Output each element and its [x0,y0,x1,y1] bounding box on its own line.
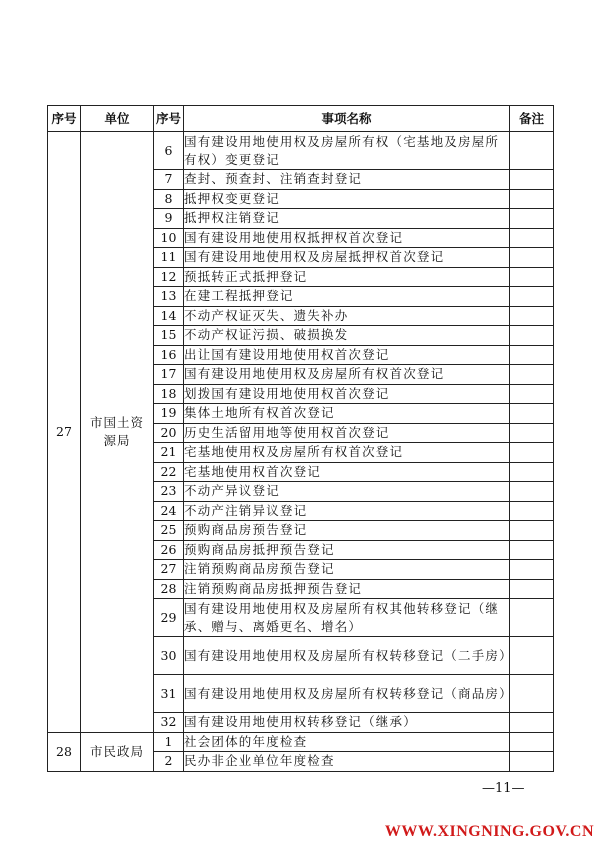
item-no-cell: 1 [154,732,184,752]
unit-name: 市民政局 [89,743,144,759]
item-remark-cell [510,287,554,307]
item-remark-cell [510,170,554,190]
item-name-cell: 出让国有建设用地使用权首次登记 [184,345,510,365]
item-remark-cell [510,209,554,229]
item-name-cell: 国有建设用地使用权及房屋所有权其他转移登记（继承、赠与、离婚更名、增名） [184,599,510,637]
item-remark-cell [510,443,554,463]
item-no-cell: 24 [154,501,184,521]
item-name-cell: 国有建设用地使用权及房屋所有权转移登记（二手房） [184,637,510,675]
item-no-cell: 8 [154,189,184,209]
footer-url: WWW.XINGNING.GOV.CN [384,823,594,840]
item-name-cell: 不动产异议登记 [184,482,510,502]
item-no-cell: 14 [154,306,184,326]
group-seq-cell: 27 [48,132,81,733]
item-name-cell: 预购商品房预告登记 [184,521,510,541]
item-no-cell: 27 [154,560,184,580]
item-remark-cell [510,713,554,733]
item-name-cell: 注销预购商品房抵押预告登记 [184,579,510,599]
table-row [48,132,554,170]
item-no-cell: 26 [154,540,184,560]
item-no-cell: 16 [154,345,184,365]
item-remark-cell [510,423,554,443]
item-no-cell: 31 [154,675,184,713]
item-remark-cell [510,579,554,599]
service-items-table [47,105,554,772]
item-no-cell: 9 [154,209,184,229]
item-remark-cell [510,267,554,287]
item-remark-cell [510,248,554,268]
item-name-cell: 宅基地使用权及房屋所有权首次登记 [184,443,510,463]
item-name-cell: 查封、预查封、注销查封登记 [184,170,510,190]
item-no-cell: 21 [154,443,184,463]
item-name-cell: 民办非企业单位年度检查 [184,752,510,772]
item-remark-cell [510,501,554,521]
item-remark-cell [510,752,554,772]
table-header-row [48,106,554,132]
item-remark-cell [510,482,554,502]
item-name-cell: 集体土地所有权首次登记 [184,404,510,424]
item-no-cell: 32 [154,713,184,733]
header-sub-seq: 序号 [154,106,184,132]
item-no-cell: 18 [154,384,184,404]
table-row [48,732,554,752]
item-remark-cell [510,637,554,675]
header-item-name: 事项名称 [184,106,510,132]
item-no-cell: 11 [154,248,184,268]
item-remark-cell [510,404,554,424]
item-no-cell: 25 [154,521,184,541]
item-no-cell: 22 [154,462,184,482]
table-body [48,132,554,772]
item-name-cell: 国有建设用地使用权抵押权首次登记 [184,228,510,248]
item-name-cell: 划拨国有建设用地使用权首次登记 [184,384,510,404]
item-name-cell: 国有建设用地使用权及房屋所有权首次登记 [184,365,510,385]
item-no-cell: 2 [154,752,184,772]
item-remark-cell [510,384,554,404]
item-remark-cell [510,732,554,752]
item-no-cell: 29 [154,599,184,637]
group-seq-cell: 28 [48,732,81,771]
item-name-cell: 抵押权变更登记 [184,189,510,209]
item-remark-cell [510,365,554,385]
item-remark-cell [510,540,554,560]
item-name-cell: 国有建设用地使用权及房屋所有权（宅基地及房屋所有权）变更登记 [184,132,510,170]
item-remark-cell [510,306,554,326]
item-name-cell: 预抵转正式抵押登记 [184,267,510,287]
group-unit-cell [81,132,154,733]
item-name-cell: 国有建设用地使用权转移登记（继承） [184,713,510,733]
item-name-cell: 不动产权证污损、破损换发 [184,326,510,346]
header-unit: 单位 [81,106,154,132]
item-no-cell: 28 [154,579,184,599]
item-no-cell: 6 [154,132,184,170]
item-remark-cell [510,132,554,170]
item-no-cell: 13 [154,287,184,307]
item-name-cell: 国有建设用地使用权及房屋所有权转移登记（商品房） [184,675,510,713]
item-remark-cell [510,675,554,713]
unit-name: 市国土资源局 [89,414,144,448]
header-seq: 序号 [48,106,81,132]
item-remark-cell [510,228,554,248]
item-no-cell: 7 [154,170,184,190]
item-name-cell: 注销预购商品房预告登记 [184,560,510,580]
item-no-cell: 12 [154,267,184,287]
item-no-cell: 30 [154,637,184,675]
item-no-cell: 15 [154,326,184,346]
item-name-cell: 抵押权注销登记 [184,209,510,229]
item-no-cell: 19 [154,404,184,424]
item-remark-cell [510,560,554,580]
item-name-cell: 社会团体的年度检查 [184,732,510,752]
item-name-cell: 不动产权证灭失、遗失补办 [184,306,510,326]
page-number: —11— [482,781,525,796]
item-remark-cell [510,189,554,209]
group-unit-cell [81,732,154,771]
item-name-cell: 历史生活留用地等使用权首次登记 [184,423,510,443]
item-no-cell: 17 [154,365,184,385]
header-remark: 备注 [510,106,554,132]
item-name-cell: 不动产注销异议登记 [184,501,510,521]
item-remark-cell [510,345,554,365]
item-no-cell: 20 [154,423,184,443]
item-name-cell: 国有建设用地使用权及房屋抵押权首次登记 [184,248,510,268]
item-name-cell: 宅基地使用权首次登记 [184,462,510,482]
item-no-cell: 23 [154,482,184,502]
item-remark-cell [510,462,554,482]
item-remark-cell [510,521,554,541]
item-name-cell: 预购商品房抵押预告登记 [184,540,510,560]
item-remark-cell [510,599,554,637]
item-remark-cell [510,326,554,346]
item-name-cell: 在建工程抵押登记 [184,287,510,307]
item-no-cell: 10 [154,228,184,248]
